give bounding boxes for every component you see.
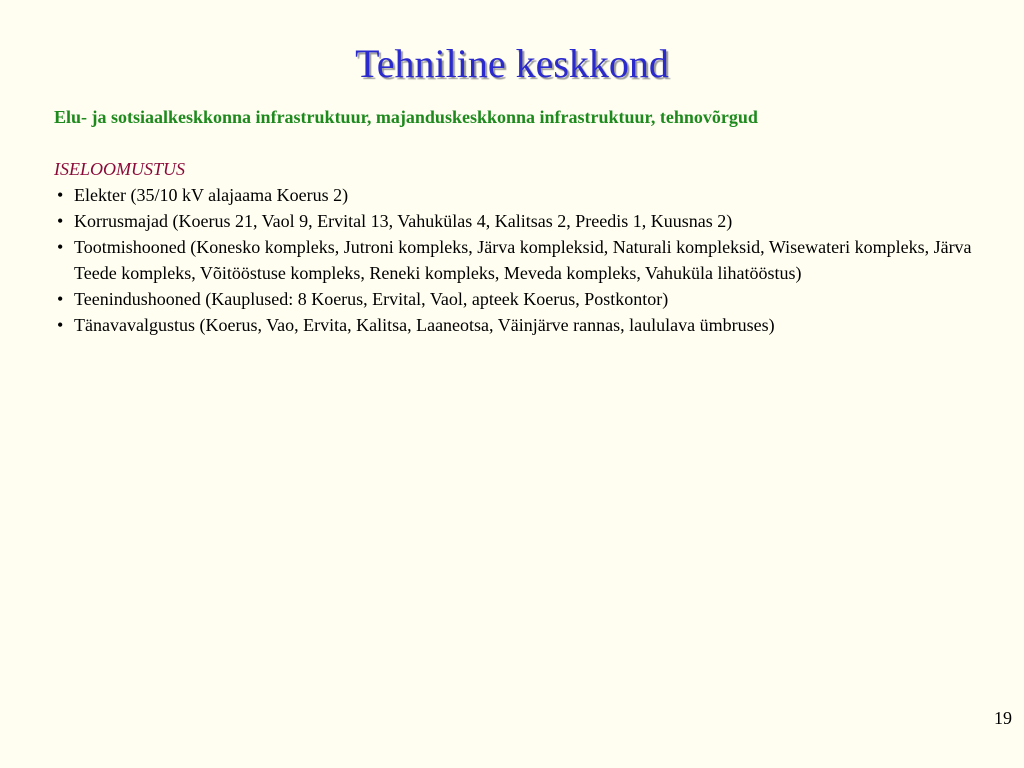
page-number: 19 — [994, 708, 1012, 728]
bullet-item-korrusmajad: • Korrusmajad (Koerus 21, Vaol 9, Ervital 13, Vahukülas 4, Kalitsas 2, Preedis 1, Kuusnas 2) — [54, 208, 984, 234]
bullet-item-tootmishooned: • Tootmishooned (Konesko kompleks, Jutroni kompleks, Järva kompleksid, Naturali kompleksid, Wisewateri kompleks, Järva Teede kompleks, Võitööstuse kompleks, Reneki kompleks, Meveda kompleks, Vahuküla lihatööstus) — [54, 234, 984, 286]
bullet-item-tanavavalgustus: • Tänavavalgustus (Koerus, Vao, Ervita, Kalitsa, Laaneotsa, Väinjärve rannas, laululava ümbruses) — [54, 312, 984, 338]
bullet-list — [54, 182, 984, 338]
bullet-item-teenindushooned: • Teenindushooned (Kauplused: 8 Koerus, Ervital, Vaol, apteek Koerus, Postkontor) — [54, 286, 984, 312]
slide-content — [54, 104, 984, 338]
bullet-item-elekter: • Elekter (35/10 kV alajaama Koerus 2) — [54, 182, 984, 208]
section-label: ISELOOMUSTUS — [54, 159, 186, 179]
slide-title: Tehniline keskkond — [355, 41, 669, 86]
slide-subtitle: Elu- ja sotsiaalkeskkonna infrastruktuur, majanduskeskkonna infrastruktuur, tehnovõrgud — [54, 107, 758, 127]
